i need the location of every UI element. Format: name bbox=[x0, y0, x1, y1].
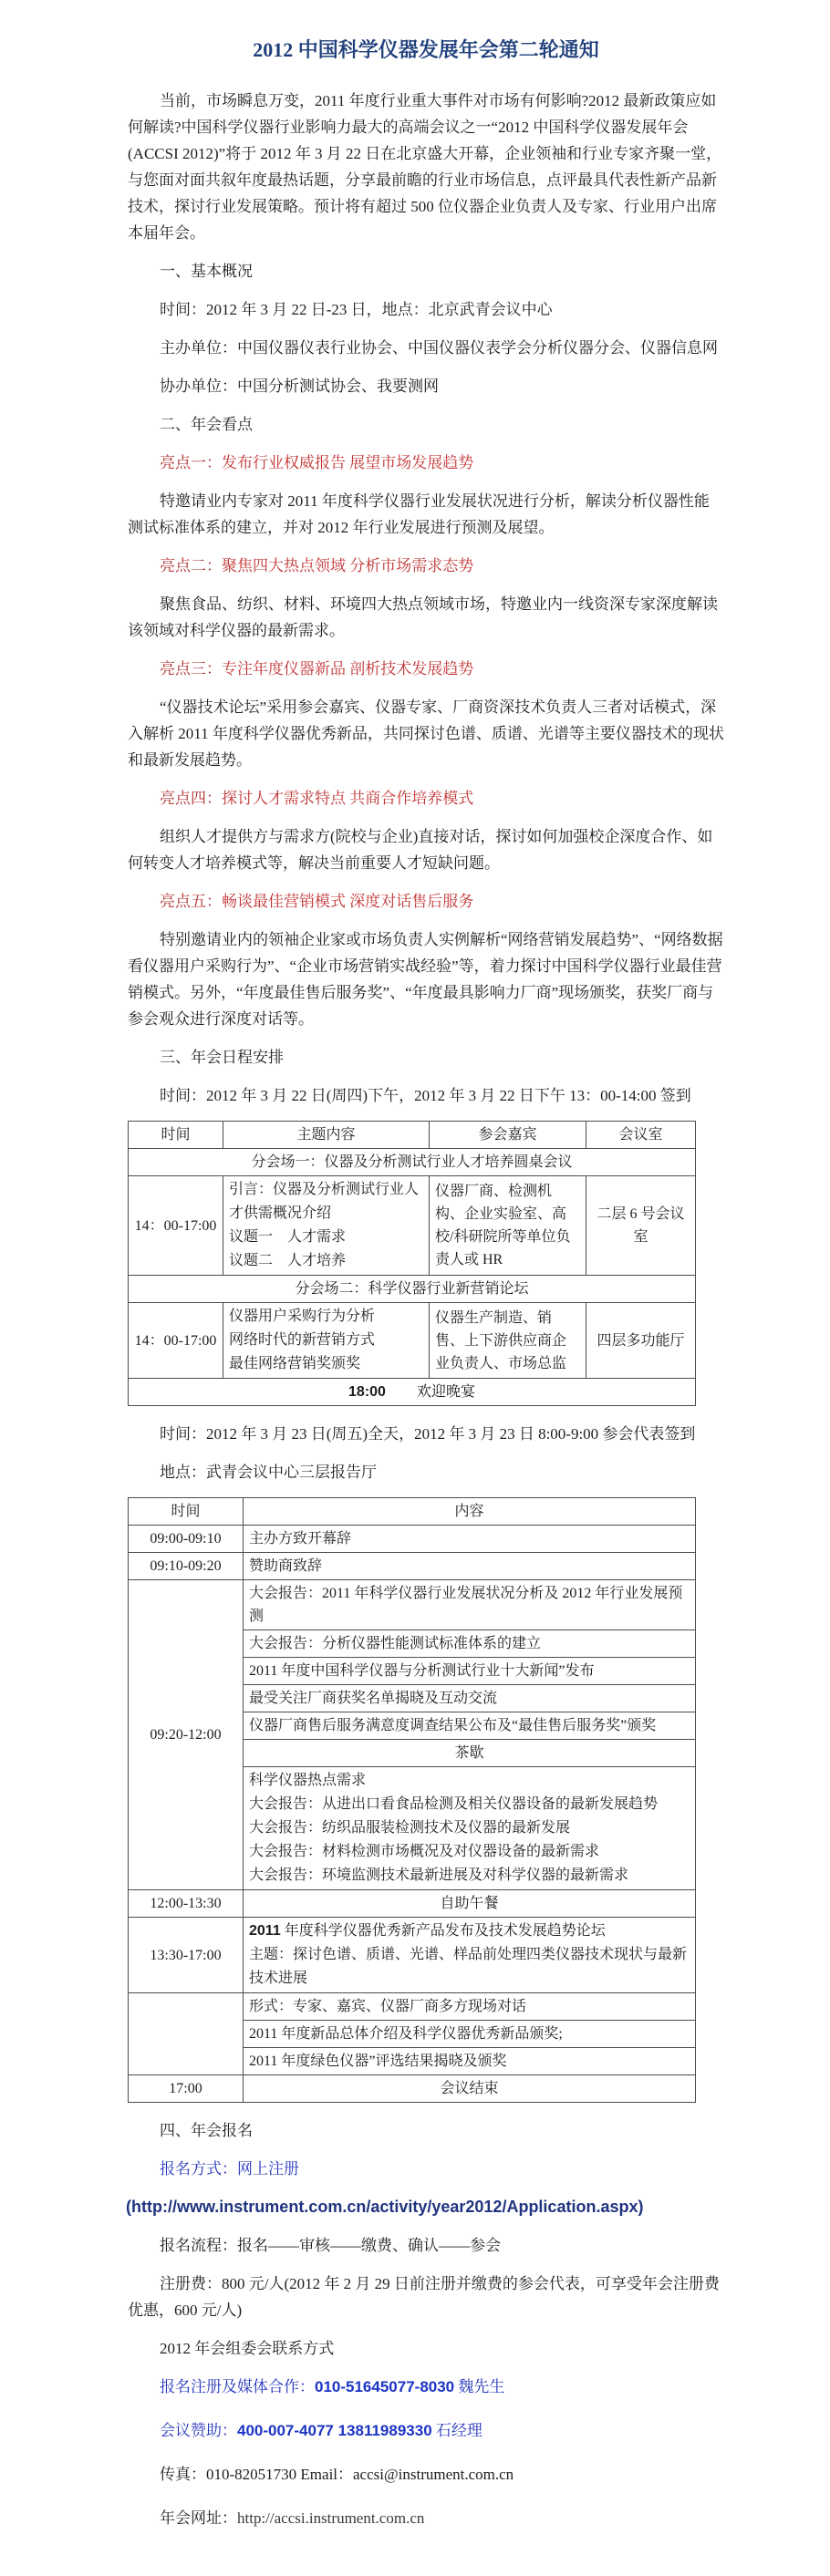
section-heading-4: 四、年会报名 bbox=[160, 2122, 253, 2139]
end-row bbox=[129, 2075, 696, 2103]
registration-contact-line bbox=[128, 2374, 724, 2400]
header-cell-topic: 主题内容 bbox=[223, 1122, 430, 1149]
content-cell: 会议结束 bbox=[244, 2075, 696, 2103]
highlight-body-2: 聚焦食品、纺织、材料、环境四大热点领域市场，特邀业内一线资深专家深度解读该领域对科学仪器的最新需求。 bbox=[128, 595, 718, 639]
highlight-heading-3 bbox=[128, 656, 724, 682]
highlight-heading-1 bbox=[128, 450, 724, 476]
host-line: 主办单位：中国仪器仪表行业协会、中国仪器仪表学会分析仪器分会、仪器信息网 bbox=[160, 339, 718, 357]
agenda-line: 科学仪器热点需求 bbox=[249, 1773, 367, 1788]
topic-cell bbox=[223, 1176, 430, 1276]
time-cell: 14：00-17:00 bbox=[129, 1176, 223, 1276]
header-cell-time: 时间 bbox=[129, 1498, 244, 1526]
agenda-item: 最受关注厂商获奖名单揭晓及互动交流 bbox=[244, 1685, 695, 1712]
time-cell: 09:20-12:00 bbox=[129, 1580, 244, 1890]
agenda-item: 大会报告：分析仪器性能测试标准体系的建立 bbox=[244, 1630, 695, 1658]
cohost-line: 协办单位：中国分析测试协会、我要测网 bbox=[160, 378, 439, 395]
basic-time-venue: 时间：2012 年 3 月 22 日-23 日，地点：北京武青会议中心 bbox=[160, 301, 553, 318]
registration-fee-line: 注册费：800 元/人(2012 年 2 月 29 日前注册并缴费的参会代表，可享受年会注册费优惠，600 元/人) bbox=[128, 2275, 720, 2319]
day2-time-line: 时间：2012 年 3 月 23 日(周五)全天，2012 年 3 月 23 日 8:00-9:00 参会代表签到 bbox=[160, 1425, 696, 1443]
forum-title-rest: 年度科学仪器优秀新产品发布及技术发展趋势论坛 bbox=[280, 1923, 606, 1939]
sponsor-contact-label: 会议赞助： bbox=[160, 2422, 237, 2439]
time-cell: 14：00-17:00 bbox=[129, 1303, 223, 1379]
topic-line: 网络时代的新营销方式 bbox=[229, 1332, 376, 1348]
fax-email-line: 传真：010-82051730 Email：accsi@instrument.com.cn bbox=[160, 2466, 514, 2483]
forum-row bbox=[129, 1918, 696, 1993]
highlight-title: 探讨人才需求特点 共商合作培养模式 bbox=[222, 790, 474, 807]
annual-site-link[interactable]: http://accsi.instrument.com.cn bbox=[237, 2509, 425, 2527]
highlight-title: 畅谈最佳营销模式 深度对话售后服务 bbox=[222, 893, 474, 910]
section-heading-1: 一、基本概况 bbox=[160, 263, 253, 280]
annual-site-line bbox=[128, 2505, 724, 2531]
topic-line: 议题二 人才培养 bbox=[229, 1253, 347, 1268]
schedule-row-morning-block bbox=[129, 1580, 696, 1890]
topic-line: 议题一 人才需求 bbox=[229, 1229, 347, 1245]
highlight-label: 亮点四： bbox=[160, 790, 222, 807]
session2-title: 分会场二：科学仪器行业新营销论坛 bbox=[129, 1276, 696, 1303]
highlight-title: 聚焦四大热点领域 分析市场需求态势 bbox=[222, 557, 474, 574]
header-cell-time: 时间 bbox=[129, 1122, 223, 1149]
session-row-2 bbox=[129, 1276, 696, 1303]
highlight-body-5: 特别邀请业内的领袖企业家或市场负责人实例解析“网络营销发展趋势”、“网络数据看仪器用户采购行为”、“企业市场营销实战经验”等，着力探讨中国科学仪器行业最佳营销模式。另外，“年度最佳售后服务奖”、“年度最具影响力厂商”现场颁奖，获奖厂商与参会观众进行深度对话等。 bbox=[128, 931, 723, 1028]
table-header-row bbox=[129, 1498, 696, 1526]
content-cell bbox=[244, 1918, 696, 1993]
header-cell-content: 内容 bbox=[244, 1498, 696, 1526]
contact-block bbox=[128, 2374, 724, 2531]
intro-paragraph: 当前，市场瞬息万变，2011 年度行业重大事件对市场有何影响?2012 最新政策应如何解读?中国科学仪器行业影响力最大的高端会议之一“2012 中国科学仪器发展年会(ACCSI 2012)”将于 2012 年 3 月 22 日在北京盛大开幕，企业领袖和行业专家齐聚一堂，与您面对面共叙年度最热话题，分享最前瞻的行业市场信息，点评最具代表性新产品新技术，探讨行业发展策略。预计将有超过 500 位仪器企业负责人及专家、行业用户出席本届年会。 bbox=[128, 92, 722, 242]
content-cell: 自助午餐 bbox=[244, 1890, 696, 1918]
schedule-row bbox=[129, 1553, 696, 1580]
dinner-label: 欢迎晚宴 bbox=[416, 1384, 475, 1400]
topic-cell bbox=[223, 1303, 430, 1379]
header-cell-room: 会议室 bbox=[586, 1122, 696, 1149]
highlight-heading-4 bbox=[128, 785, 724, 812]
time-cell: 09:00-09:10 bbox=[129, 1526, 244, 1553]
registration-url-link[interactable]: (http://www.instrument.com.cn/activity/year2012/Application.aspx) bbox=[126, 2198, 644, 2216]
section-heading-3: 三、年会日程安排 bbox=[160, 1049, 284, 1066]
dinner-row bbox=[129, 1379, 696, 1406]
highlight-heading-5 bbox=[128, 888, 724, 915]
agenda-item: 仪器厂商售后服务满意度调查结果公布及“最佳售后服务奖”颁奖 bbox=[244, 1712, 695, 1740]
registration-phone: 010-51645077-8030 bbox=[315, 2378, 455, 2395]
agenda-item: 2011 年度中国科学仪器与分析测试行业十大新闻”发布 bbox=[244, 1658, 695, 1685]
highlight-label: 亮点一： bbox=[160, 454, 222, 471]
highlight-heading-2 bbox=[128, 553, 724, 579]
guests-cell: 仪器厂商、检测机构、企业实验室、高校/科研院所等单位负责人或 HR bbox=[430, 1176, 586, 1276]
document-title: 2012 中国科学仪器发展年会第二轮通知 bbox=[253, 38, 599, 61]
committee-contact-heading: 2012 年会组委会联系方式 bbox=[160, 2340, 335, 2357]
guests-cell: 仪器生产制造、销售、上下游供应商企业负责人、市场总监 bbox=[430, 1303, 586, 1379]
sponsor-phone: 400-007-4077 13811989330 bbox=[237, 2422, 432, 2439]
session-row-1 bbox=[129, 1149, 696, 1176]
registration-person: 魏先生 bbox=[454, 2378, 505, 2395]
registration-flow-line: 报名流程：报名——审核——缴费、确认——参会 bbox=[160, 2237, 501, 2254]
time-cell: 09:10-09:20 bbox=[129, 1553, 244, 1580]
forum-theme-line: 主题：探讨色谱、质谱、光谱、样品前处理四类仪器技术现状与最新技术进展 bbox=[249, 1947, 688, 1986]
content-cell bbox=[244, 1993, 696, 2075]
lunch-row bbox=[129, 1890, 696, 1918]
topic-line: 引言：仪器及分析测试行业人才供需概况介绍 bbox=[229, 1182, 420, 1221]
highlight-label: 亮点三： bbox=[160, 660, 222, 678]
sponsor-contact-line bbox=[128, 2417, 724, 2444]
time-cell: 17:00 bbox=[129, 2075, 244, 2103]
highlight-title: 专注年度仪器新品 剖析技术发展趋势 bbox=[222, 660, 474, 678]
topic-line: 仪器用户采购行为分析 bbox=[229, 1309, 376, 1324]
forum-year: 2011 bbox=[249, 1923, 281, 1939]
time-cell: 13:30-17:00 bbox=[129, 1918, 244, 1993]
highlight-label: 亮点五： bbox=[160, 893, 222, 910]
time-cell: 12:00-13:30 bbox=[129, 1890, 244, 1918]
session1-title: 分会场一：仪器及分析测试行业人才培养圆桌会议 bbox=[129, 1149, 696, 1176]
registration-method-line: 报名方式：网上注册 bbox=[160, 2160, 299, 2178]
table-header-row bbox=[129, 1122, 696, 1149]
agenda-line: 大会报告：纺织品服装检测技术及仪器的最新发展 bbox=[249, 1820, 571, 1836]
forum-title-line bbox=[249, 1919, 690, 1943]
room-cell: 二层 6 号会议室 bbox=[586, 1176, 696, 1276]
schedule-row-marketing bbox=[129, 1303, 696, 1379]
highlight-title: 发布行业权威报告 展望市场发展趋势 bbox=[222, 454, 474, 471]
sponsor-person: 石经理 bbox=[431, 2422, 482, 2439]
forum-detail-row bbox=[129, 1993, 696, 2075]
tea-break-row: 茶歇 bbox=[244, 1740, 695, 1767]
highlight-label: 亮点二： bbox=[160, 557, 222, 574]
dinner-time: 18:00 bbox=[348, 1384, 386, 1400]
content-cell bbox=[244, 1580, 696, 1890]
schedule-table-day1 bbox=[128, 1121, 696, 1406]
agenda-line: 大会报告：环境监测技术最新进展及对科学仪器的最新需求 bbox=[249, 1867, 629, 1883]
schedule-row-roundtable bbox=[129, 1176, 696, 1276]
highlight-body-3: “仪器技术论坛”采用参会嘉宾、仪器专家、厂商资深技术负责人三者对话模式，深入解析 2011 年度科学仪器优秀新品，共同探讨色谱、质谱、光谱等主要仪器技术的现状和最新发展趋势。 bbox=[128, 698, 724, 769]
content-cell: 主办方致开幕辞 bbox=[244, 1526, 696, 1553]
day2-venue-line: 地点：武青会议中心三层报告厅 bbox=[160, 1464, 377, 1481]
day1-time-line: 时间：2012 年 3 月 22 日(周四)下午，2012 年 3 月 22 日下午 13：00-14:00 签到 bbox=[160, 1087, 691, 1104]
agenda-line: 大会报告：材料检测市场概况及对仪器设备的最新需求 bbox=[249, 1844, 600, 1859]
highlight-body-1: 特邀请业内专家对 2011 年度科学仪器行业发展状况进行分析，解读分析仪器性能测试标准体系的建立，并对 2012 年行业发展进行预测及展望。 bbox=[128, 492, 710, 536]
agenda-item: 形式：专家、嘉宾、仪器厂商多方现场对话 bbox=[244, 1993, 695, 2021]
annual-site-label: 年会网址： bbox=[160, 2509, 237, 2527]
agenda-item: 2011 年度新品总体介绍及科学仪器优秀新品颁奖; bbox=[244, 2021, 695, 2048]
section-heading-2: 二、年会看点 bbox=[160, 416, 253, 433]
hot-demand-block bbox=[244, 1767, 695, 1889]
schedule-table-day2 bbox=[128, 1497, 696, 2103]
agenda-item: 2011 年度绿色仪器”评选结果揭晓及颁奖 bbox=[249, 2054, 507, 2069]
agenda-line: 大会报告：从进出口看食品检测及相关仪器设备的最新发展趋势 bbox=[249, 1796, 659, 1812]
schedule-row bbox=[129, 1526, 696, 1553]
agenda-item: 大会报告：2011 年科学仪器行业发展状况分析及 2012 年行业发展预测 bbox=[244, 1580, 695, 1630]
header-cell-guests: 参会嘉宾 bbox=[430, 1122, 586, 1149]
highlight-body-4: 组织人才提供方与需求方(院校与企业)直接对话，探讨如何加强校企深度合作、如何转变人才培养模式等，解决当前重要人才短缺问题。 bbox=[128, 828, 713, 872]
registration-contact-label: 报名注册及媒体合作： bbox=[160, 2378, 315, 2395]
topic-line: 最佳网络营销奖颁奖 bbox=[229, 1356, 361, 1371]
room-cell: 四层多功能厅 bbox=[586, 1303, 696, 1379]
time-cell-empty bbox=[129, 1993, 244, 2075]
content-cell: 赞助商致辞 bbox=[244, 1553, 696, 1580]
